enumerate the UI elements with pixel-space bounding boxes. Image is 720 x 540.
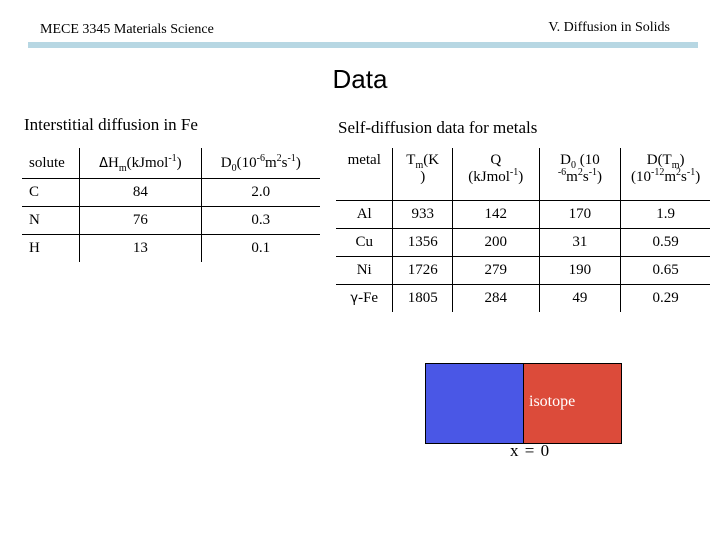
host-region [426,364,524,443]
cell-dtm: 1.9 [621,201,710,229]
cell-tm: 1356 [393,229,452,257]
selfdiff-table [336,148,710,312]
cell-d0: 31 [539,229,621,257]
cell-q: 200 [452,229,539,257]
header-tm [393,148,452,201]
d0-close: ) [295,154,301,171]
metal-name: Cu [355,234,373,250]
cell-dtm: 0.29 [621,285,710,313]
d0-sup2: 2 [577,167,583,178]
d0-mid: m [566,169,578,185]
dh-unit: (kJmol [126,154,169,171]
dtm-close: ) [679,152,685,168]
cell-dh: 84 [80,179,201,207]
gamma-symbol: γ [350,291,359,306]
interface-label: x = 0 [510,441,551,460]
header-metal: metal [336,148,393,201]
dh-main: H [108,154,119,171]
dtm-close2: ) [695,169,701,185]
cell-dh: 76 [80,207,201,235]
cell-solute: C [22,179,80,207]
d0-main: D [220,154,232,171]
table-row [336,229,710,257]
q-close: ) [518,169,524,185]
dtm-main: D(T [646,152,672,168]
delta-symbol: Δ [99,155,109,171]
course-title: MECE 3345 Materials Science [40,22,214,37]
d0-sup1: -6 [256,152,265,164]
d0-unit: (10 [579,152,600,168]
tm-main: T [406,152,416,168]
metal-name: Ni [356,262,372,278]
tm-unit: (K [423,152,440,168]
interstitial-caption: Interstitial diffusion in Fe [24,115,198,134]
d0-sup3: -1 [588,167,598,178]
d0-sup2: 2 [276,152,282,164]
dtm-sup2: 2 [676,167,682,178]
dh-sub: m [118,162,127,174]
table-row [336,257,710,285]
header-d0 [539,148,621,201]
d0-unit: (10 [236,154,257,171]
metal-name: -Fe [358,290,379,306]
dtm-s: s [681,169,687,185]
cell-d0: 170 [539,201,621,229]
dh-unit-sup: -1 [168,152,177,164]
cell-metal [336,285,393,313]
header-divider [28,42,698,48]
dtm-sup1: -12 [651,167,665,178]
isotope-diagram [425,363,622,444]
d0-sup1: -6 [557,167,567,178]
table-row [336,285,710,313]
cell-metal [336,229,393,257]
tm-sub: m [415,160,424,171]
slide-title: Data [332,64,388,94]
dh-close: ) [176,154,182,171]
dtm-sup3: -1 [686,167,696,178]
dtm-unit: (10 [631,169,652,185]
cell-tm: 1805 [393,285,452,313]
q-main: Q [490,152,502,168]
header-delta-h [80,148,201,179]
table-header-row [22,148,320,179]
chapter-title: V. Diffusion in Solids [548,20,670,35]
interstitial-table [22,148,320,262]
cell-d0: 2.0 [201,179,320,207]
cell-dtm: 0.59 [621,229,710,257]
cell-d0: 0.1 [201,235,320,263]
cell-dh: 13 [80,235,201,263]
cell-q: 142 [452,201,539,229]
table-header-row [336,148,710,201]
d0-mid: m [264,154,277,171]
cell-q: 279 [452,257,539,285]
cell-d0: 49 [539,285,621,313]
header-d0 [201,148,320,179]
table-row [336,201,710,229]
table-row [22,207,320,235]
cell-q: 284 [452,285,539,313]
metal-name: Al [356,206,372,222]
d0-sub: 0 [570,160,576,171]
isotope-label: isotope [529,393,576,410]
table-row [22,235,320,263]
q-sup: -1 [509,167,519,178]
dtm-sub: m [671,160,680,171]
q-unit: (kJmol [468,169,510,185]
d0-s: s [281,154,288,171]
header-solute: solute [22,148,80,179]
cell-d0: 190 [539,257,621,285]
cell-metal [336,257,393,285]
cell-d0: 0.3 [201,207,320,235]
header-q [452,148,539,201]
tm-close: ) [420,169,426,185]
d0-sup3: -1 [287,152,296,164]
cell-tm: 933 [393,201,452,229]
selfdiff-caption: Self-diffusion data for metals [338,118,538,137]
header-dtm [621,148,710,201]
d0-main: D [560,152,571,168]
d0-s: s [582,169,589,185]
cell-dtm: 0.65 [621,257,710,285]
cell-solute: H [29,240,40,256]
d0-close: ) [597,169,603,185]
table-row [22,179,320,207]
cell-solute: N [22,207,80,235]
d0-sub: 0 [231,162,237,174]
cell-tm: 1726 [393,257,452,285]
cell-metal [336,201,393,229]
dtm-mid: m [664,169,677,185]
